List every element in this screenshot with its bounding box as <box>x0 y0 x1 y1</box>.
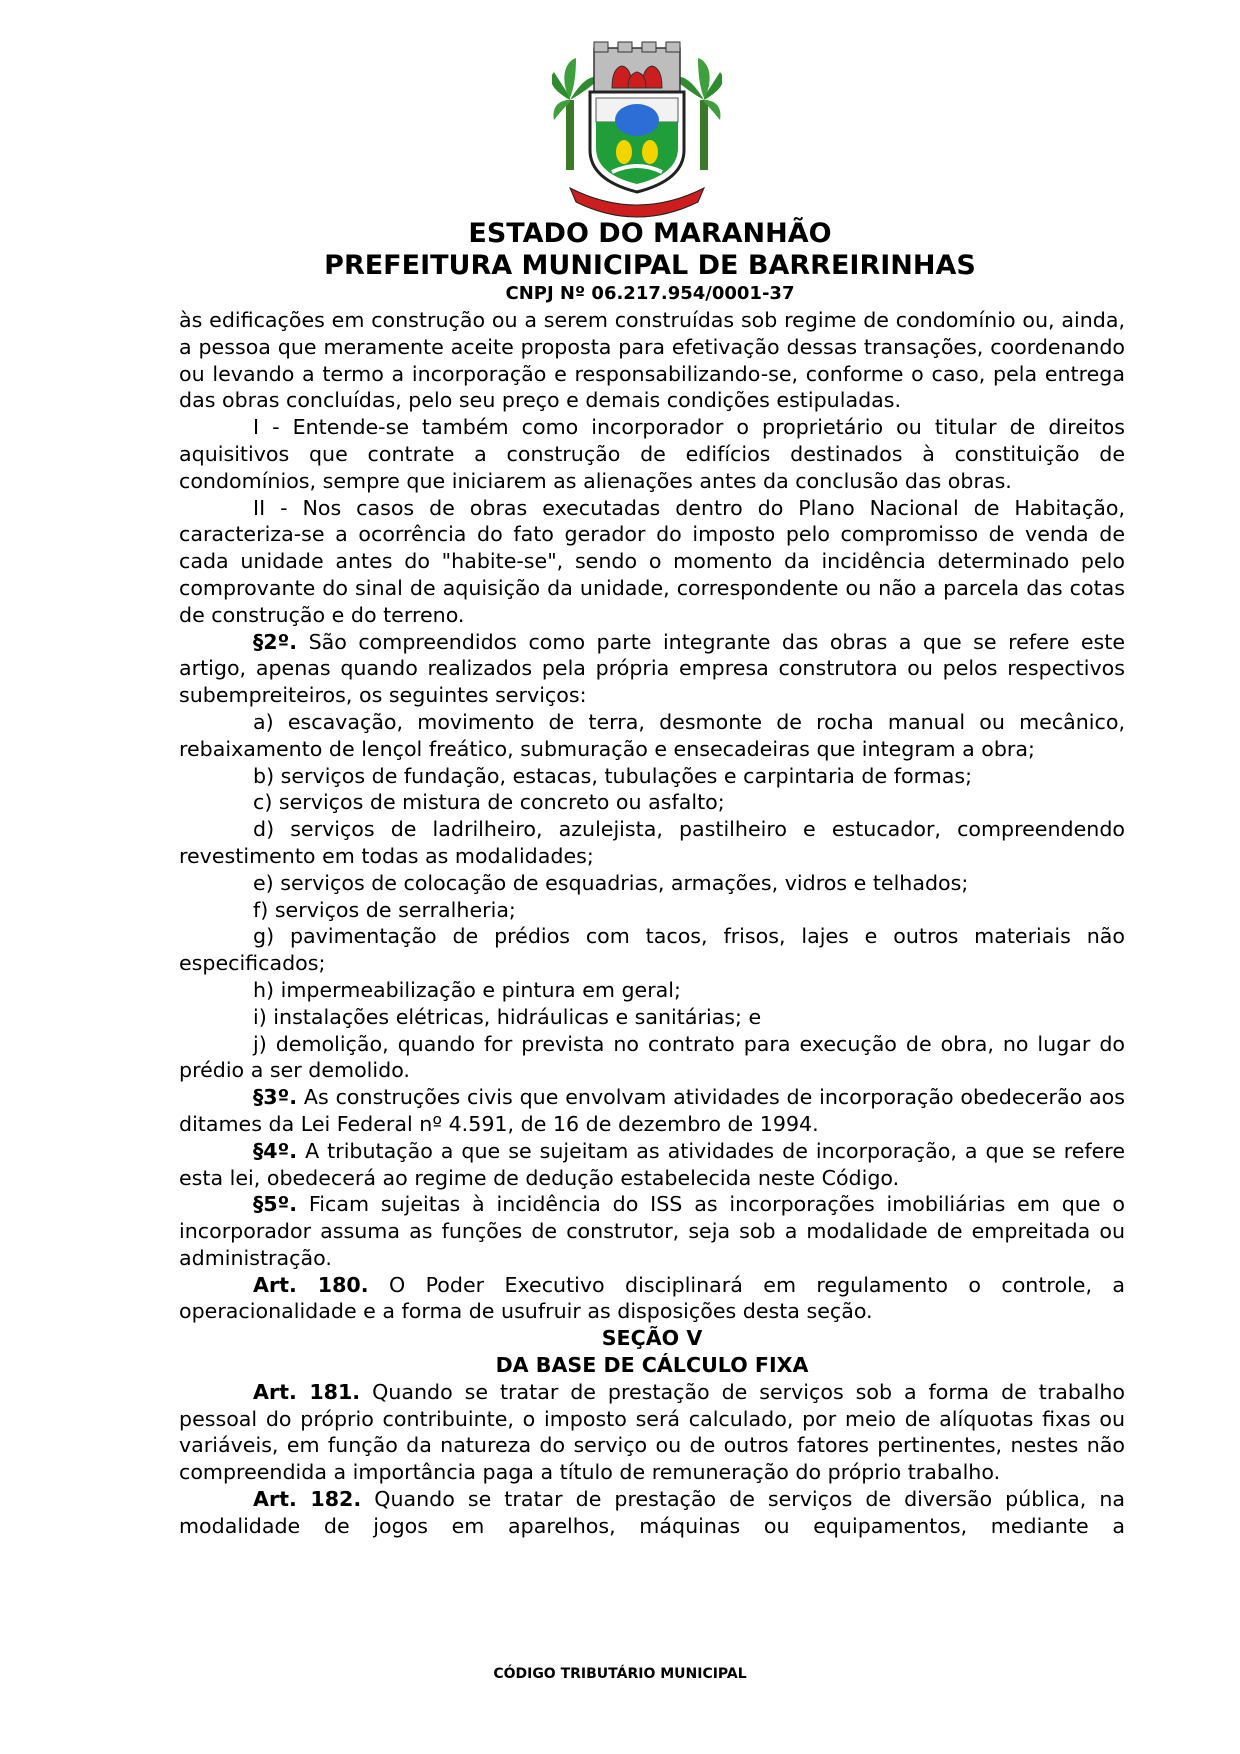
section-title: DA BASE DE CÁLCULO FIXA <box>495 1353 809 1378</box>
shield-icon <box>590 92 684 192</box>
paragraph: Art. 180. O Poder Executivo disciplinará em regulamento o controle, a operacionalidade e a forma de usufruir as disposições desta seção. <box>179 1272 1125 1324</box>
paragraph-label: §2º. <box>253 629 298 654</box>
list-item: a) escavação, movimento de terra, desmonte de rocha manual ou mecânico, rebaixamento de lençol freático, submuração e ensecadeiras que integram a obra; <box>179 709 1125 761</box>
paragraph: às edificações em construção ou a serem construídas sob regime de condomínio ou, ainda, a pessoa que meramente aceite proposta para efetivação dessas transações, coordenando ou levando a termo a incorporação e responsabilizando-se, conforme o caso, pela entrega das obras concluídas, pelo seu preço e demais condições estipuladas. <box>179 308 1125 413</box>
paragraph: II - Nos casos de obras executadas dentro do Plano Nacional de Habitação, caracteriza-se a ocorrência do fato gerador do imposto pelo compromisso de venda de cada unidade antes do "habite-se", sendo o momento da incidência determinado pelo comprovante do sinal de aquisição da unidade, correspondente ou não a parcela das cotas de construção e do terreno. <box>179 495 1125 627</box>
list-item: d) serviços de ladrilheiro, azulejista, pastilheiro e estucador, compreendendo revestimento em todas as modalidades; <box>179 817 1125 868</box>
municipal-coat-of-arms-logo <box>552 40 722 218</box>
paragraph-label: §5º. <box>253 1192 298 1217</box>
article-label: Art. 181. <box>253 1379 361 1404</box>
article-label: Art. 180. <box>253 1272 369 1297</box>
paragraph: §2º. São compreendidos como parte integrante das obras a que se refere este artigo, apenas quando realizados pela própria empresa construtora ou pelos respectivos subempreiteiros, os seguintes serviços: <box>179 629 1125 708</box>
paragraph: Art. 182. Quando se tratar de prestação de serviços de diversão pública, na modalidade de jogos em aparelhos, máquinas ou equipamentos, mediante a <box>179 1487 1125 1538</box>
list-item: e) serviços de colocação de esquadrias, armações, vidros e telhados; <box>253 870 969 895</box>
cnpj-line: CNPJ Nº 06.217.954/0001-37 <box>505 283 795 304</box>
paragraph: I - Entende-se também como incorporador o proprietário ou titular de direitos aquisitivos que contrate a construção de edifícios destinados à constituição de condomínios, sempre que iniciarem as alienações antes da conclusão das obras. <box>179 415 1125 493</box>
list-item: g) pavimentação de prédios com tacos, frisos, lajes e outros materiais não especificados; <box>179 924 1125 976</box>
paragraph: Art. 181. Quando se tratar de prestação de serviços sob a forma de trabalho pessoal do próprio contribuinte, o imposto será calculado, por meio de alíquotas fixas ou variáveis, em função da natureza do serviço ou de outros fatores pertinentes, nestes não compreendida a importância paga a título de remuneração do próprio trabalho. <box>179 1379 1125 1485</box>
list-item: f) serviços de serralheria; <box>253 897 516 922</box>
paragraph-label: §3º. <box>253 1085 298 1110</box>
paragraph: §3º. As construções civis que envolvam atividades de incorporação obedecerão aos ditames da Lei Federal nº 4.591, de 16 de dezembro de 1994. <box>179 1085 1125 1136</box>
mural-crown-icon <box>594 42 680 92</box>
list-item: j) demolição, quando for prevista no contrato para execução de obra, no lugar do prédio a ser demolido. <box>179 1031 1125 1083</box>
paragraph: §4º. A tributação a que se sujeitam as atividades de incorporação, a que se refere esta lei, obedecerá ao regime de dedução estabelecida neste Código. <box>179 1138 1125 1190</box>
list-item: h) impermeabilização e pintura em geral; <box>253 977 681 1002</box>
prefecture-title: PREFEITURA MUNICIPAL DE BARREIRINHAS <box>324 250 976 281</box>
section-number: SEÇÃO V <box>601 1326 703 1351</box>
document-body <box>179 307 1125 1540</box>
list-item: c) serviços de mistura de concreto ou asfalto; <box>253 790 725 815</box>
list-item: b) serviços de fundação, estacas, tubulações e carpintaria de formas; <box>253 763 973 788</box>
paragraph-label: §4º. <box>253 1138 298 1163</box>
list-item: i) instalações elétricas, hidráulicas e sanitárias; e <box>253 1004 762 1029</box>
paragraph: §5º. Ficam sujeitas à incidência do ISS as incorporações imobiliárias em que o incorporador assuma as funções de construtor, seja sob a modalidade de empreitada ou administração. <box>179 1192 1125 1270</box>
state-title: ESTADO DO MARANHÃO <box>468 218 832 249</box>
article-label: Art. 182. <box>253 1487 362 1512</box>
page-footer: CÓDIGO TRIBUTÁRIO MUNICIPAL <box>493 1666 747 1682</box>
